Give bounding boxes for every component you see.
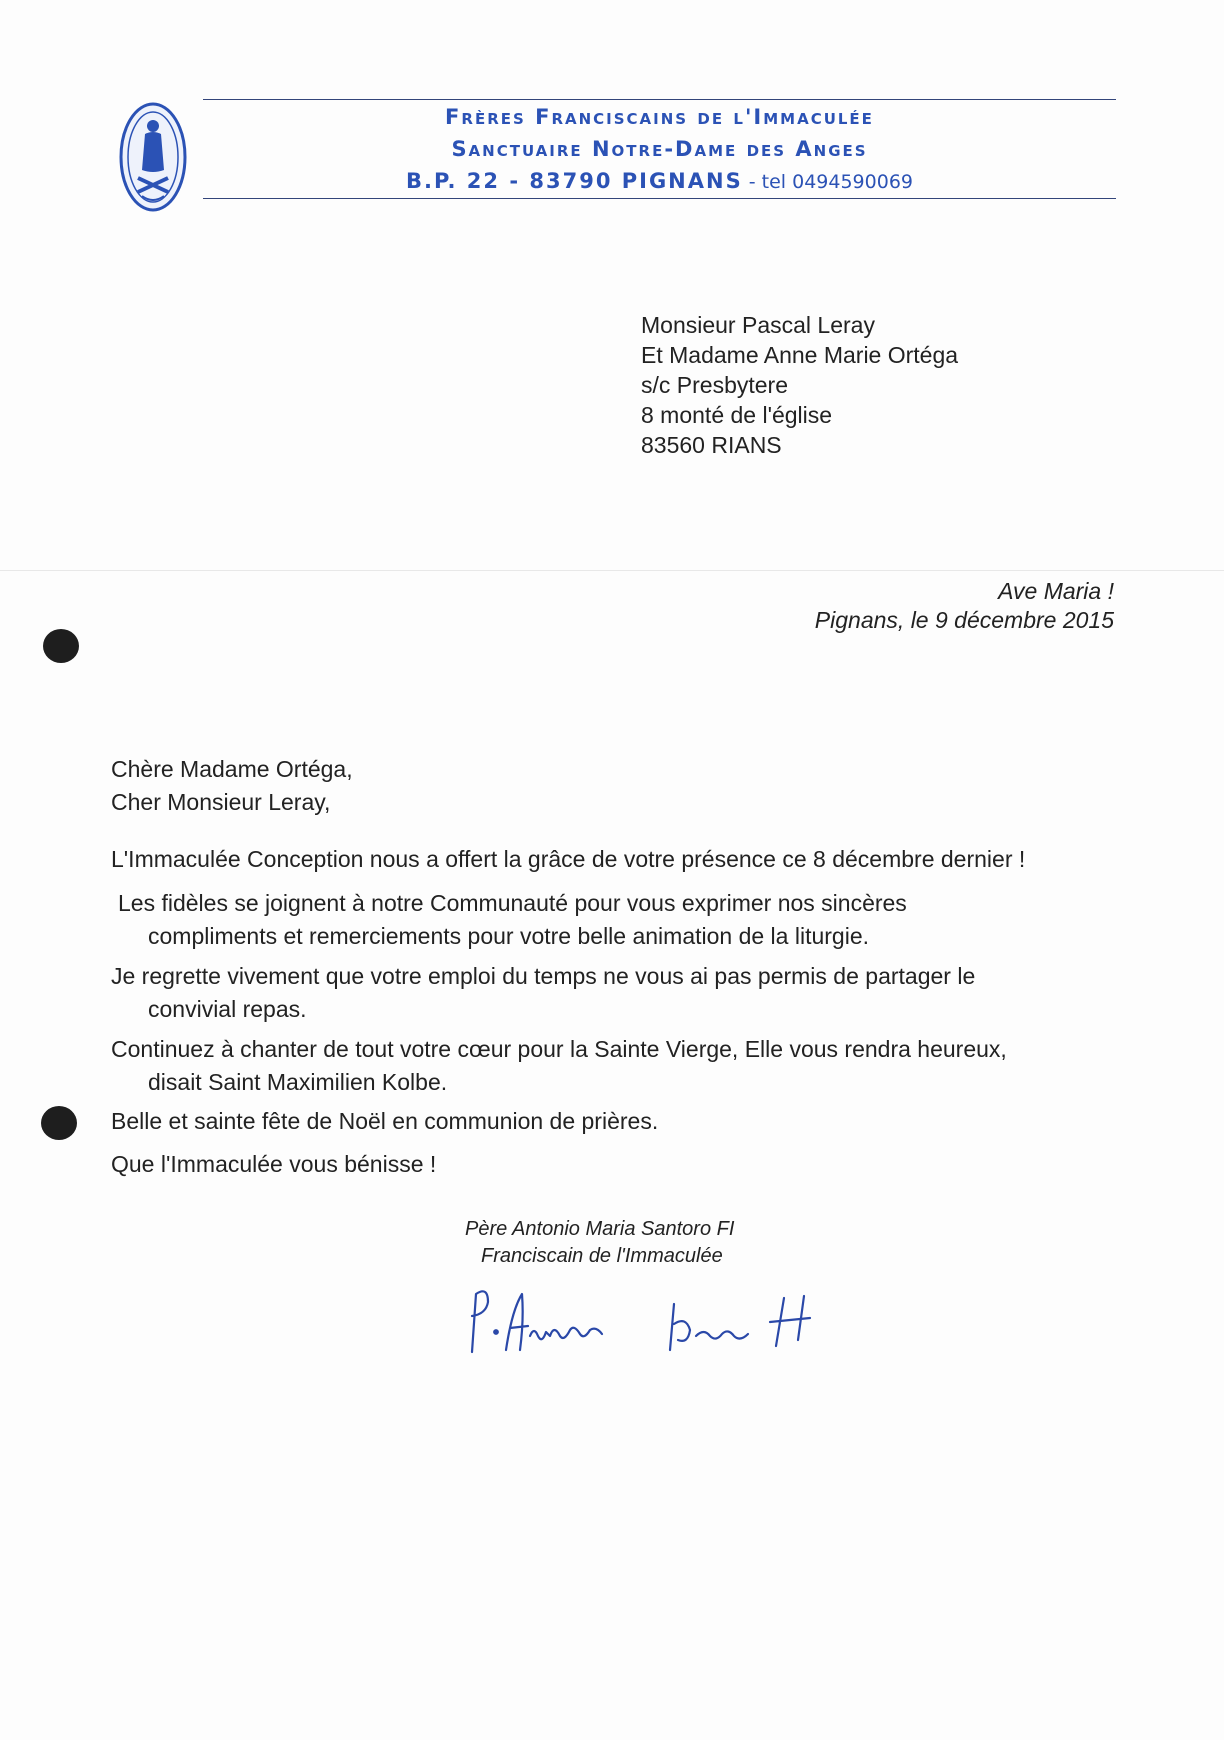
paper-fold-line (0, 570, 1224, 571)
salutation (111, 753, 353, 819)
body-paragraph: Que l'Immaculée vous bénisse ! (111, 1151, 437, 1177)
recipient-address (641, 310, 958, 460)
recipient-line: Monsieur Pascal Leray (641, 312, 875, 338)
letterhead-telephone: - tel 0494590069 (742, 171, 913, 193)
letterhead-line-sanctuary: Sanctuaire Notre-Dame des Anges (451, 137, 868, 161)
body-line: disait Saint Maximilien Kolbe. (148, 1069, 448, 1095)
recipient-line: Et Madame Anne Marie Ortéga (641, 342, 959, 368)
recipient-line: 83560 RIANS (641, 432, 782, 458)
body-paragraph (118, 887, 907, 953)
body-paragraph (111, 1033, 1007, 1099)
signatory-name: Père Antonio Maria Santoro FI (465, 1218, 735, 1240)
letterhead-top-rule (203, 99, 1116, 100)
body-line: Les fidèles se joignent à notre Communauté pour vous exprimer nos sincères (118, 890, 907, 916)
body-line: Continuez à chanter de tout votre cœur pour la Sainte Vierge, Elle vous rendra heureux, (111, 1036, 1007, 1062)
letterhead-text (203, 101, 1116, 199)
handwritten-signature (458, 1280, 848, 1360)
salutation-line: Cher Monsieur Leray, (111, 789, 331, 815)
body-line: convivial repas. (148, 996, 307, 1022)
punch-hole (43, 629, 79, 663)
body-line: compliments et remerciements pour votre belle animation de la liturgie. (148, 923, 869, 949)
recipient-line: 8 monté de l'église (641, 402, 833, 428)
place-and-date: Pignans, le 9 décembre 2015 (814, 607, 1114, 633)
body-paragraph: L'Immaculée Conception nous a offert la grâce de votre présence ce 8 décembre dernier ! (111, 846, 1026, 872)
recipient-line: s/c Presbytere (641, 372, 788, 398)
letterhead-line-order: Frères Franciscains de l'Immaculée (445, 105, 874, 129)
signatory-title: Franciscain de l'Immaculée (481, 1245, 723, 1267)
body-paragraph: Belle et sainte fête de Noël en communion de prières. (111, 1108, 659, 1134)
letterhead-postal-address: B.P. 22 - 83790 PIGNANS (406, 169, 743, 193)
salutation-line: Chère Madame Ortéga, (111, 756, 353, 782)
body-line: Je regrette vivement que votre emploi du temps ne vous ai pas permis de partager le (111, 963, 976, 989)
punch-hole (41, 1106, 77, 1140)
body-paragraph (111, 960, 975, 1026)
letterhead-line-address (203, 169, 1116, 193)
letterhead-bottom-rule (203, 198, 1116, 199)
madonna-emblem-logo (118, 100, 188, 214)
greeting-ave-maria: Ave Maria ! (998, 578, 1114, 604)
